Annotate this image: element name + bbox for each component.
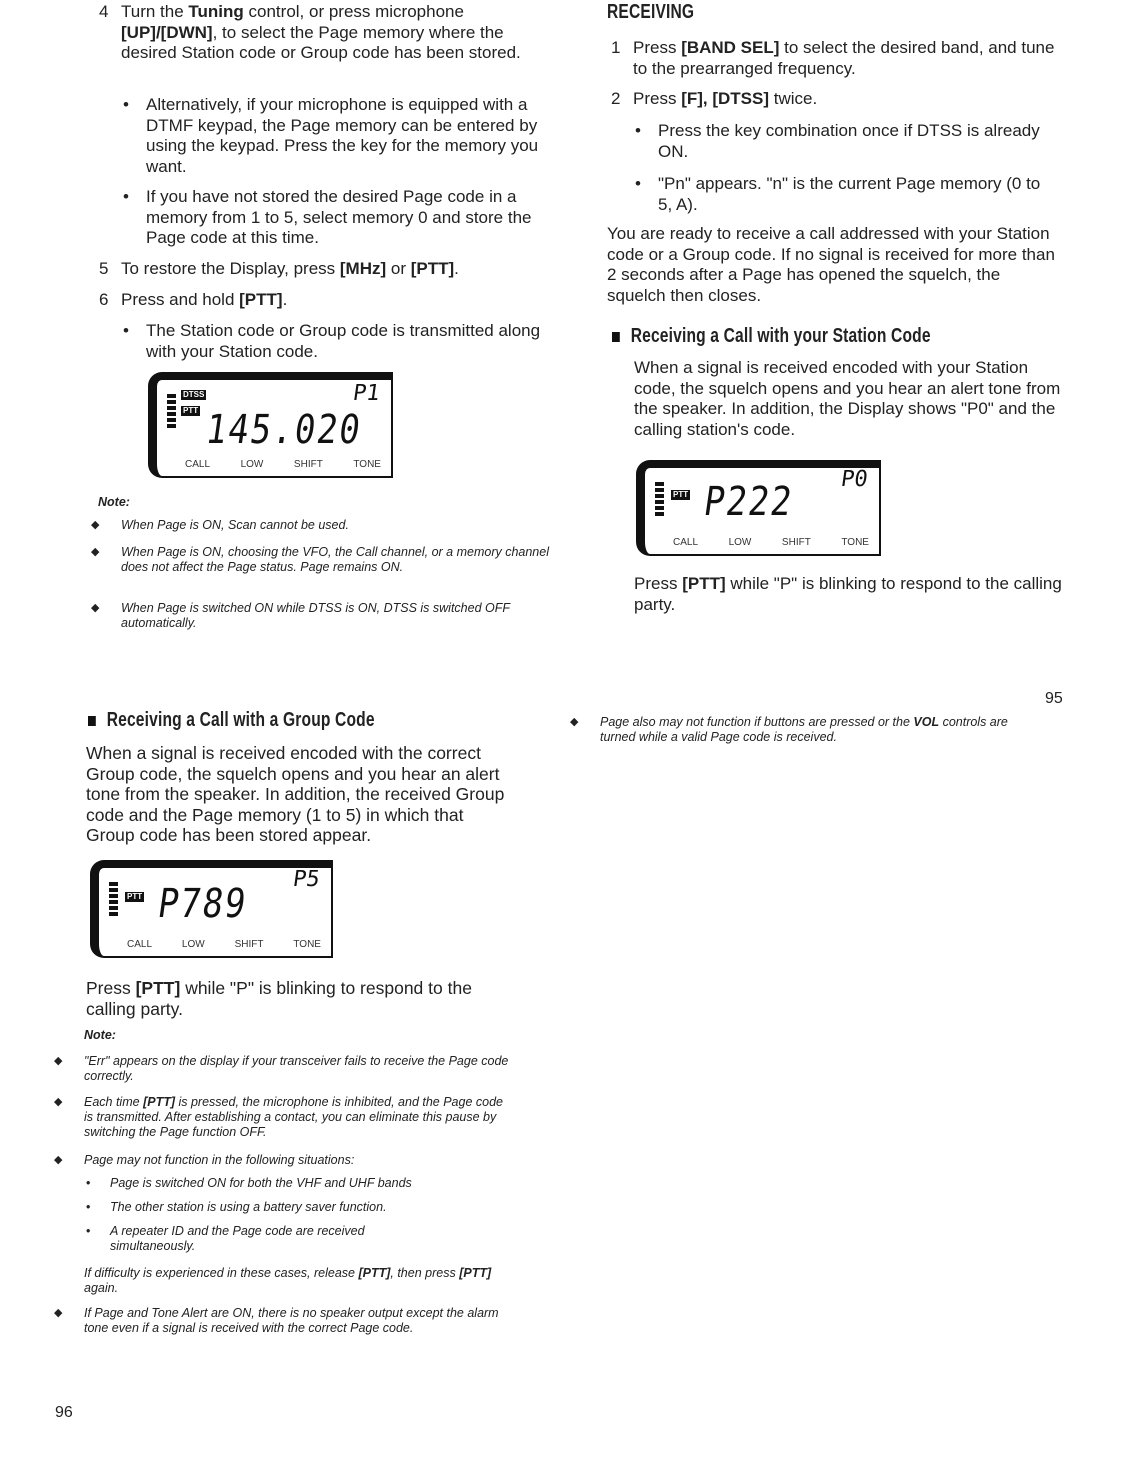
subheading-group-code: Receiving a Call with a Group Code xyxy=(88,709,375,732)
note-item: ◆ Page also may not function if buttons are pressed or the VOL controls are turned while a valid Page code is received. xyxy=(570,715,1008,744)
lcd-display-transmit: DTSS PTT 145.020 P1 CALL LOW SHIFT TONE xyxy=(148,372,393,478)
step-2-bullet: • "Pn" appears. "n" is the current Page memory (0 to 5, A). xyxy=(635,174,1041,214)
note-subitem: • A repeater ID and the Page code are received simultaneously. xyxy=(86,1224,365,1253)
page-number-left: 96 xyxy=(55,1404,73,1421)
lcd-display-station: PTT P222 P0 CALL LOW SHIFT TONE xyxy=(636,460,881,556)
lcd-labels: CALL LOW SHIFT TONE xyxy=(673,537,869,548)
group-code-paragraph: When a signal is received encoded with the correct Group code, the squelch opens and you hear an alert tone from the speaker. In addition, the received Group code and the Page memory (1 to 5) in which that Group code has been stored appear. xyxy=(86,743,505,845)
note-item: ◆ When Page is ON, Scan cannot be used. xyxy=(91,518,349,532)
note-heading: Note: xyxy=(84,1028,116,1042)
note-followup: If difficulty is experienced in these cases, release [PTT], then press [PTT] again. xyxy=(84,1266,492,1295)
note-heading: Note: xyxy=(98,495,130,509)
page-number-right: 95 xyxy=(1045,690,1063,707)
signal-meter-icon xyxy=(655,482,664,518)
step-4-bullet: • Alternatively, if your microphone is equipped with a DTMF keypad, the Page memory can be entered by using the keypad. Press the key for the memory you want. xyxy=(123,95,539,176)
note-subitem: • The other station is using a battery saver function. xyxy=(86,1200,387,1214)
station-code-paragraph: When a signal is received encoded with your Station code, the squelch opens and you hear an alert tone from the speaker. In addition, the Display shows "P0" and the calling station's code. xyxy=(634,358,1061,439)
note-item: ◆ When Page is switched ON while DTSS is ON, DTSS is switched OFF automatically. xyxy=(91,601,510,630)
note-item: ◆ "Err" appears on the display if your transceiver fails to receive the Page code correctly. xyxy=(54,1054,509,1083)
receiving-paragraph: You are ready to receive a call addressed with your Station code or a Group code. If no signal is received for more than 2 seconds after a Page has opened the squelch, the squelch then closes. xyxy=(607,224,1055,305)
note-subitem: • Page is switched ON for both the VHF and UHF bands xyxy=(86,1176,412,1190)
step-6-bullet: • The Station code or Group code is transmitted along with your Station code. xyxy=(123,321,541,361)
lcd-display-group: PTT P789 P5 CALL LOW SHIFT TONE xyxy=(90,860,333,958)
signal-meter-icon xyxy=(167,394,176,430)
note-item: ◆ If Page and Tone Alert are ON, there is no speaker output except the alarm tone even if a signal is received with the correct Page code. xyxy=(54,1306,499,1335)
step-2-bullet: • Press the key combination once if DTSS is already ON. xyxy=(635,121,1040,161)
step-1: 1 Press [BAND SEL] to select the desired band, and tune to the prearranged frequency. xyxy=(611,38,1055,78)
press-ptt-instruction: Press [PTT] while "P" is blinking to respond to the calling party. xyxy=(86,978,472,1019)
lcd-labels: CALL LOW SHIFT TONE xyxy=(127,939,321,950)
note-item: ◆ Each time [PTT] is pressed, the microphone is inhibited, and the Page code is transmitted. After establishing a contact, you can eliminate this pause by switching the Page function OFF. xyxy=(54,1095,503,1139)
step-6: 6 Press and hold [PTT]. xyxy=(99,290,288,309)
section-heading-receiving: RECEIVING xyxy=(607,1,695,23)
note-item: ◆ Page may not function in the following situations: xyxy=(54,1153,355,1167)
step-4-bullet: • If you have not stored the desired Page code in a memory from 1 to 5, select memory 0 and store the Page code at this time. xyxy=(123,187,532,247)
step-4: 4 Turn the Tuning control, or press microphone [UP]/[DWN], to select the Page memory where the desired Station code or Group code has been stored. xyxy=(99,2,521,62)
step-2: 2 Press [F], [DTSS] twice. xyxy=(611,89,818,108)
note-item: ◆ When Page is ON, choosing the VFO, the Call channel, or a memory channel does not affect the Page status. Page remains ON. xyxy=(91,545,549,574)
step-5: 5 To restore the Display, press [MHz] or [PTT]. xyxy=(99,259,459,278)
signal-meter-icon xyxy=(109,882,118,918)
press-ptt-instruction: Press [PTT] while "P" is blinking to respond to the calling party. xyxy=(634,574,1062,614)
subheading-station-code: Receiving a Call with your Station Code xyxy=(612,325,931,348)
lcd-labels: CALL LOW SHIFT TONE xyxy=(185,459,381,470)
